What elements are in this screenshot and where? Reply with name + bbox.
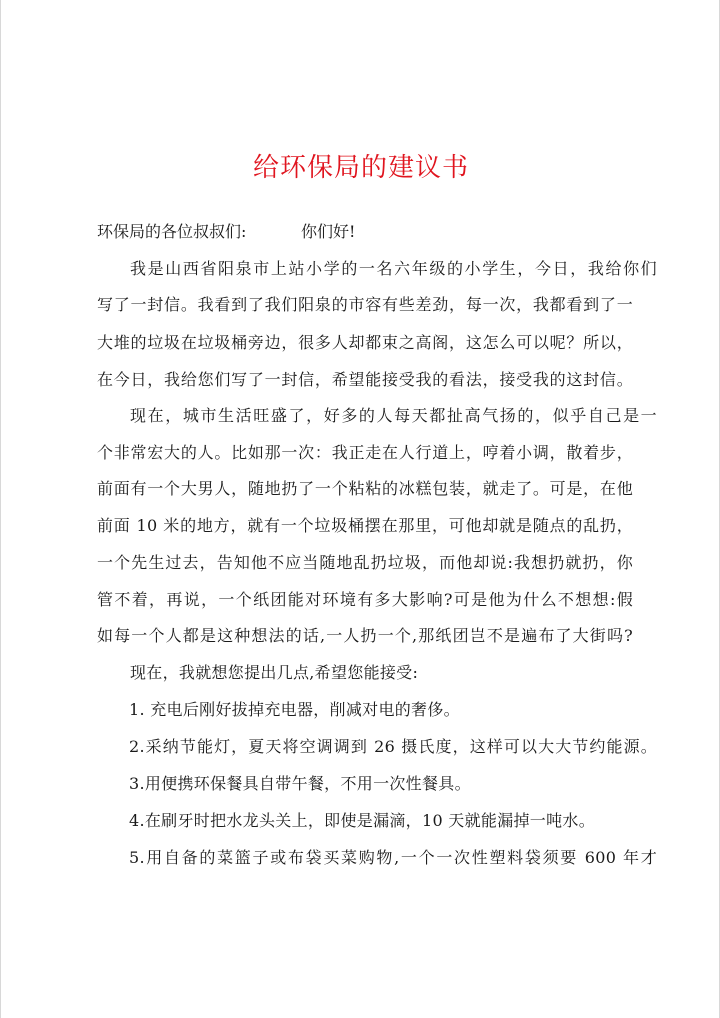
body-line: 大堆的垃圾在垃圾桶旁边，很多人却都束之高阁，这怎么可以呢？所以， — [97, 333, 633, 352]
list-item: 5.用自备的菜篮子或布袋买菜购物,一个一次性塑料袋须要 600 年才 — [129, 848, 657, 867]
body-line: 写了一封信。我看到了我们阳泉的市容有些差劲，每一次，我都看到了一 — [97, 295, 633, 314]
list-item: 3.用便携环保餐具自带午餐，不用一次性餐具。 — [129, 774, 471, 793]
list-item: 4.在刷牙时把水龙头关上，即使是漏滴，10 天就能漏掉一吨水。 — [129, 811, 596, 830]
body-line: 在今日，我给您们写了一封信，希望能接受我的看法，接受我的这封信。 — [97, 370, 633, 389]
salutation: 环保局的各位叔叔们: — [97, 222, 247, 241]
greeting: 你们好! — [301, 222, 356, 241]
body-line: 个非常宏大的人。比如那一次：我正走在人行道上，哼着小调，散着步， — [97, 443, 633, 462]
document-title: 给环保局的建议书 — [252, 153, 469, 183]
list-item: 2.采纳节能灯，夏天将空调调到 26 摄氏度，这样可以大大节约能源。 — [129, 737, 657, 756]
body-line: 我是山西省阳泉市上站小学的一名六年级的小学生，今日，我给你们 — [130, 259, 657, 278]
list-item: 1. 充电后刚好拔掉充电器，削减对电的奢侈。 — [129, 700, 460, 719]
body-line: 管不着，再说，一个纸团能对环境有多大影响?可是他为什么不想想:假 — [97, 590, 633, 609]
body-line: 一个先生过去，告知他不应当随地乱扔垃圾，而他却说:我想扔就扔，你 — [97, 553, 633, 572]
body-line: 如每一个人都是这种想法的话,一人扔一个,那纸团岂不是遍布了大街吗? — [97, 626, 633, 645]
body-line: 前面 10 米的地方，就有一个垃圾桶摆在那里，可他却就是随点的乱扔， — [97, 516, 633, 535]
body-line: 前面有一个大男人，随地扔了一个粘粘的冰糕包装，就走了。可是，在他 — [97, 479, 633, 498]
list-intro: 现在，我就想您提出几点,希望您能接受: — [130, 663, 419, 682]
body-line: 现在，城市生活旺盛了，好多的人每天都扯高气扬的，似乎自己是一 — [130, 406, 657, 425]
